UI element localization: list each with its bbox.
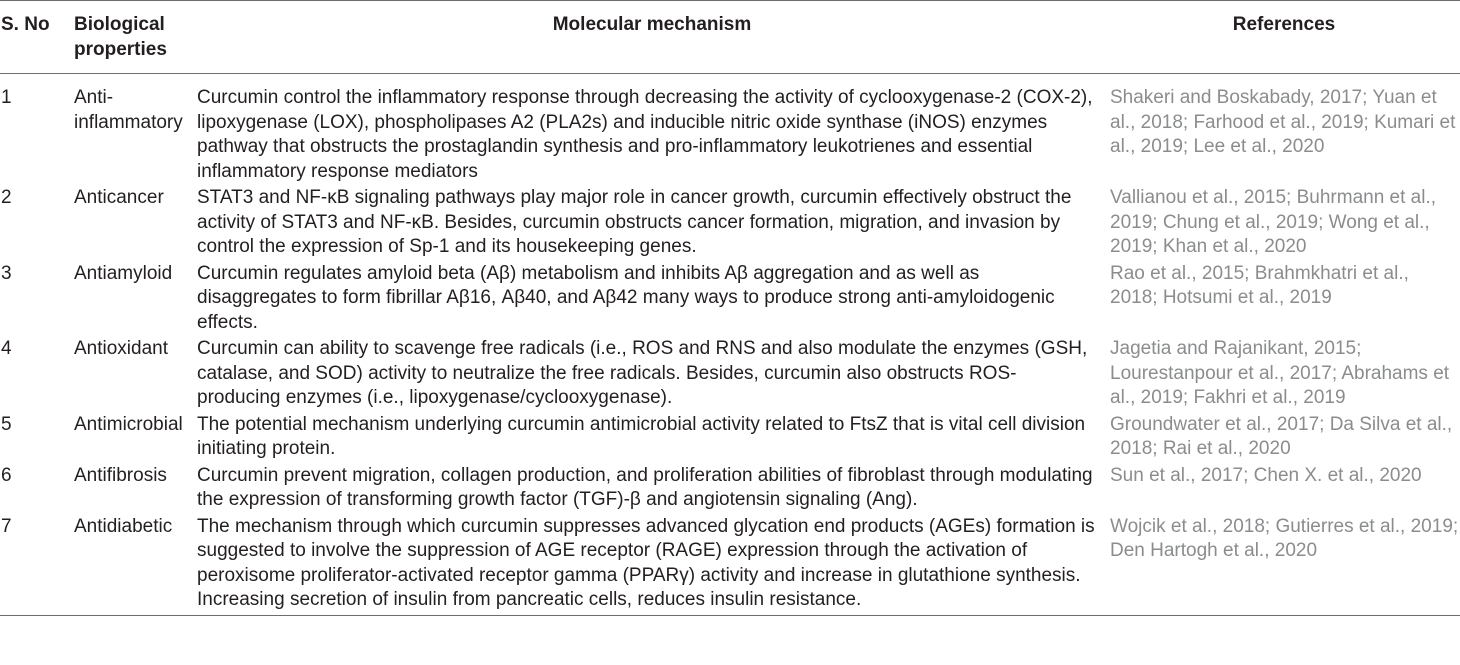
table-row [0,260,1460,336]
cell-sno: 7 [0,513,74,616]
cell-references: Sun et al., 2017; Chen X. et al., 2020 [1110,464,1422,486]
cell-mechanism: Curcumin prevent migration, collagen production, and proliferation abilities of fibroblast through modulating the expression of transforming growth factor (TGF)-β and angiotensin signaling (Ang). [197,464,1093,510]
cell-property: Antiamyloid [74,262,173,284]
table-row [0,411,1460,462]
cell-property: Antimicrobial [74,413,183,435]
table-row [0,74,1460,185]
header-references: References [1107,1,1460,74]
table-header [0,1,1460,74]
cell-mechanism: The potential mechanism underlying curcumin antimicrobial activity related to FtsZ that is vital cell division initiating protein. [197,413,1086,459]
cell-sno: 4 [1,338,12,359]
cell-sno: 1 [1,87,12,108]
cell-references: Rao et al., 2015; Brahmkhatri et al., 2018; Hotsumi et al., 2019 [1110,262,1409,308]
table-body [0,74,1460,616]
table-row [0,462,1460,513]
cell-references: Jagetia and Rajanikant, 2015; Lourestanpour et al., 2017; Abrahams et al., 2019; Fakhri et al., 2019 [1110,338,1450,408]
cell-mechanism: STAT3 and NF-κB signaling pathways play major role in cancer growth, curcumin effectively obstruct the activity of STAT3 and NF-κB. Besides, curcumin obstructs cancer formation, migration, and invasion by control the expression of Sp-1 and its housekeeping genes. [197,187,1072,257]
cell-sno: 3 [1,262,12,284]
table-row [0,184,1460,260]
cell-references: Wojcik et al., 2018; Gutierres et al., 2019; Den Hartogh et al., 2020 [1107,513,1460,616]
table-row [0,335,1460,411]
cell-sno: 6 [1,464,12,486]
cell-sno: 2 [1,187,12,208]
cell-property: Anti-inflammatory [74,87,183,133]
header-sno: S. No [0,1,74,74]
cell-property: Antifibrosis [74,464,167,486]
cell-property: Antidiabetic [74,513,197,616]
cell-references: Vallianou et al., 2015; Buhrmann et al., 2019; Chung et al., 2019; Wong et al., 2019; Khan et al., 2020 [1110,187,1437,257]
cell-mechanism: Curcumin control the inflammatory response through decreasing the activity of cyclooxygenase-2 (COX-2), lipoxygenase (LOX), phospholipases A2 (PLA2s) and inducible nitric oxide synthase (iNOS) enzymes pathway that obstructs the prostaglandin synthesis and pro-inflammatory leukotrienes and essential inflammatory response mediators [197,87,1093,182]
cell-references: Groundwater et al., 2017; Da Silva et al., 2018; Rai et al., 2020 [1110,413,1453,459]
cell-mechanism: Curcumin can ability to scavenge free radicals (i.e., ROS and RNS and also modulate the enzymes (GSH, catalase, and SOD) activity to neutralize the free radicals. Besides, curcumin also obstructs ROS-producing enzymes (i.e., lipoxygenase/cyclooxygenase). [197,338,1088,408]
header-mechanism: Molecular mechanism [197,1,1107,74]
table-row [0,513,1460,616]
header-row [0,1,1460,74]
cell-property: Antioxidant [74,338,169,359]
cell-sno: 5 [1,413,12,435]
cell-property: Anticancer [74,187,164,208]
cell-mechanism: The mechanism through which curcumin suppresses advanced glycation end products (AGEs) formation is suggested to involve the suppression of AGE receptor (RAGE) expression through the activation of peroxisome proliferator-activated receptor gamma (PPARγ) activity and increase in glutathione synthesis. Increasing secretion of insulin from pancreatic cells, reduces insulin resistance. [197,513,1107,616]
cell-mechanism: Curcumin regulates amyloid beta (Aβ) metabolism and inhibits Aβ aggregation and as well as disaggregates to form fibrillar Aβ16, Aβ40, and Aβ42 many ways to produce strong anti-amyloidogenic effects. [197,262,1055,333]
cell-references: Shakeri and Boskabady, 2017; Yuan et al., 2018; Farhood et al., 2019; Kumari et al., 2019; Lee et al., 2020 [1110,87,1456,157]
header-property: Biological properties [74,1,197,74]
